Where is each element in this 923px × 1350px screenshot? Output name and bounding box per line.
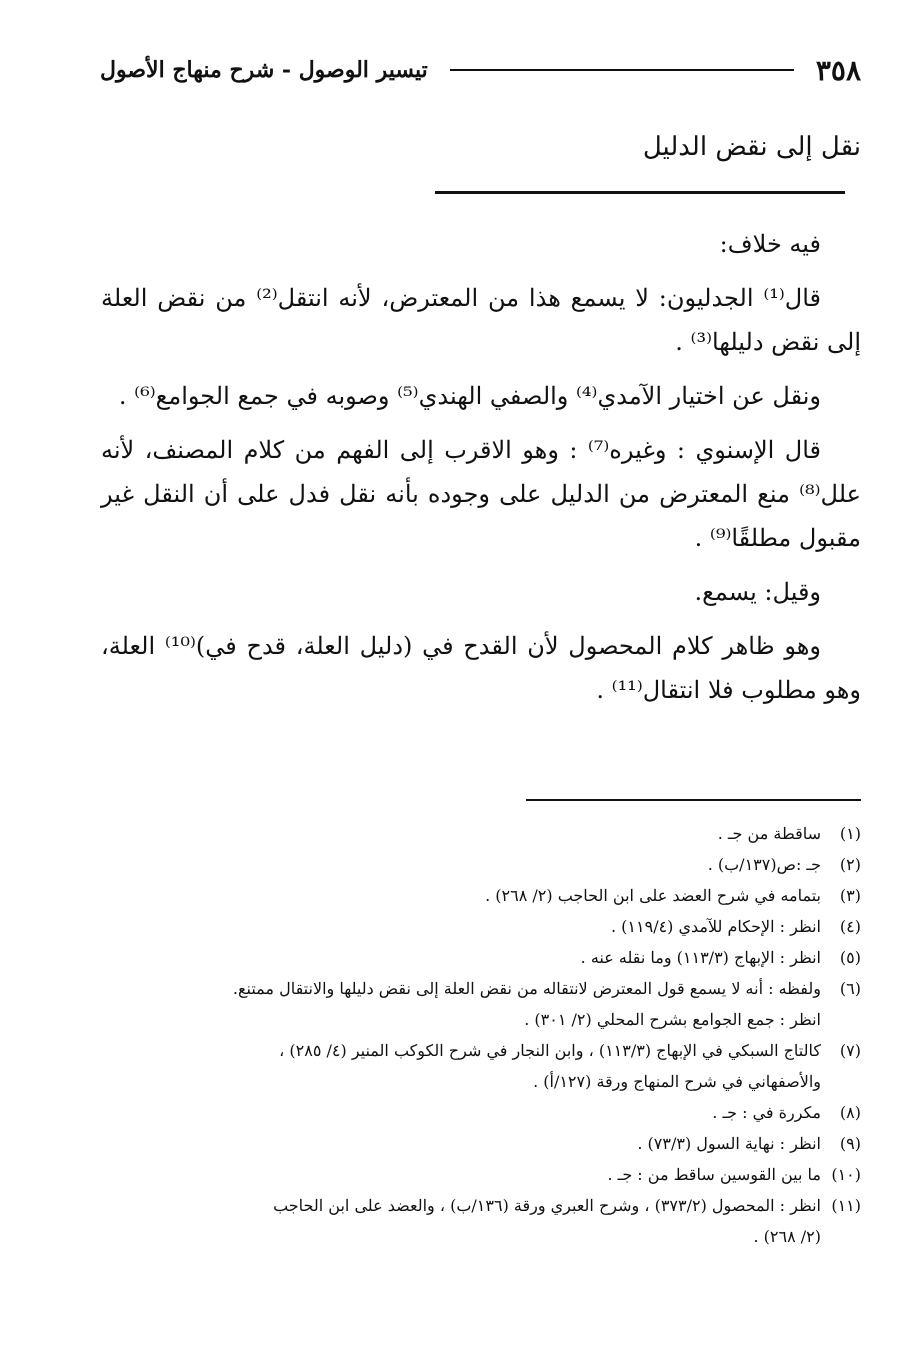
footnote [101,1128,861,1159]
footnote-number: (٣) [839,886,861,905]
footnote-text: ساقطة من جـ . [717,824,821,843]
footnote-text: انظر : الإبهاج (١١٣/٣) وما نقله عنه . [580,948,821,967]
footnote [101,942,861,973]
footnote-number: (٥) [839,948,861,967]
page-number: ٣٥٨ [815,53,861,87]
footnote [101,880,861,911]
footnote-number: (١١) [831,1196,861,1215]
footnote [101,1035,861,1066]
footnote [101,818,861,849]
footnote-rule [526,799,861,801]
paragraph: قال⁽¹⁾ الجدليون: لا يسمع هذا من المعترض، لأنه انتقل⁽²⁾ من نقض العلة إلى نقض دليلها⁽³⁾ . [101,284,861,356]
paragraph: فيه خلاف: [719,230,821,258]
footnote-text: بتمامه في شرح العضد على ابن الحاجب (٢/ ٢٦٨) . [485,886,821,905]
footnote-text: جـ :ص(١٣٧/ب) . [707,855,821,874]
paragraph: ونقل عن اختيار الآمدي⁽⁴⁾ والصفي الهندي⁽⁵⁾ وصوبه في جمع الجوامع⁽⁶⁾ . [118,382,821,410]
paragraph: وهو ظاهر كلام المحصول لأن القدح في (دليل العلة، قدح في)⁽¹⁰⁾ العلة، وهو مطلوب فلا انتقال⁽¹¹⁾ . [101,632,861,704]
footnote [101,973,861,1004]
running-title: تيسير الوصول - شرح منهاج الأصول [100,57,428,83]
footnote-text: مكررة في : جـ . [712,1103,821,1122]
paragraph: قال الإسنوي : وغيره⁽⁷⁾ : وهو الاقرب إلى الفهم من كلام المصنف، لأنه علل⁽⁸⁾ منع المعترض من الدليل على وجوده بأنه نقل فدل على أن النقل غير مقبول مطلقًا⁽⁹⁾ . [101,436,861,552]
footnote [101,1159,861,1190]
footnote-number: (٩) [839,1134,861,1153]
header-rule [450,69,794,71]
footnote-number: (١٠) [831,1165,861,1184]
heading-rule [435,191,845,194]
footnote-continuation: والأصفهاني في شرح المنهاج ورقة (١٢٧/أ) . [533,1072,821,1091]
footnote-continuation: (٢/ ٢٦٨) . [753,1227,821,1246]
footnote-number: (٦) [839,979,861,998]
footnote-number: (١) [839,824,861,843]
footnote-text: ما بين القوسين ساقط من : جـ . [607,1165,821,1184]
body-text [101,222,861,722]
section-heading: نقل إلى نقض الدليل [642,132,861,162]
footnote-text: انظر : نهاية السول (٧٣/٣) . [637,1134,821,1153]
footnote-text: انظر : الإحكام للآمدي (١١٩/٤) . [610,917,821,936]
footnote [101,1097,861,1128]
page-header [100,50,861,90]
footnote [101,911,861,942]
footnote-continuation: انظر : جمع الجوامع بشرح المحلي (٢/ ٣٠١) . [524,1010,821,1029]
footnote [101,1190,861,1221]
footnotes [101,818,861,1252]
footnote-text: كالتاج السبكي في الإبهاج (١١٣/٣) ، وابن النجار في شرح الكوكب المنير (٤/ ٢٨٥) ، [279,1041,821,1060]
footnote-text: ولفظه : أنه لا يسمع قول المعترض لانتقاله من نقض العلة إلى نقض دليلها والانتقال ممتنع. [232,979,821,998]
paragraph: وقيل: يسمع. [694,578,821,606]
footnote-number: (٨) [839,1103,861,1122]
footnote [101,849,861,880]
footnote-number: (٢) [839,855,861,874]
footnote-number: (٧) [839,1041,861,1060]
footnote-text: انظر : المحصول (٣٧٣/٢) ، وشرح العبري ورقة (١٣٦/ب) ، والعضد على ابن الحاجب [273,1196,821,1215]
footnote-number: (٤) [839,917,861,936]
